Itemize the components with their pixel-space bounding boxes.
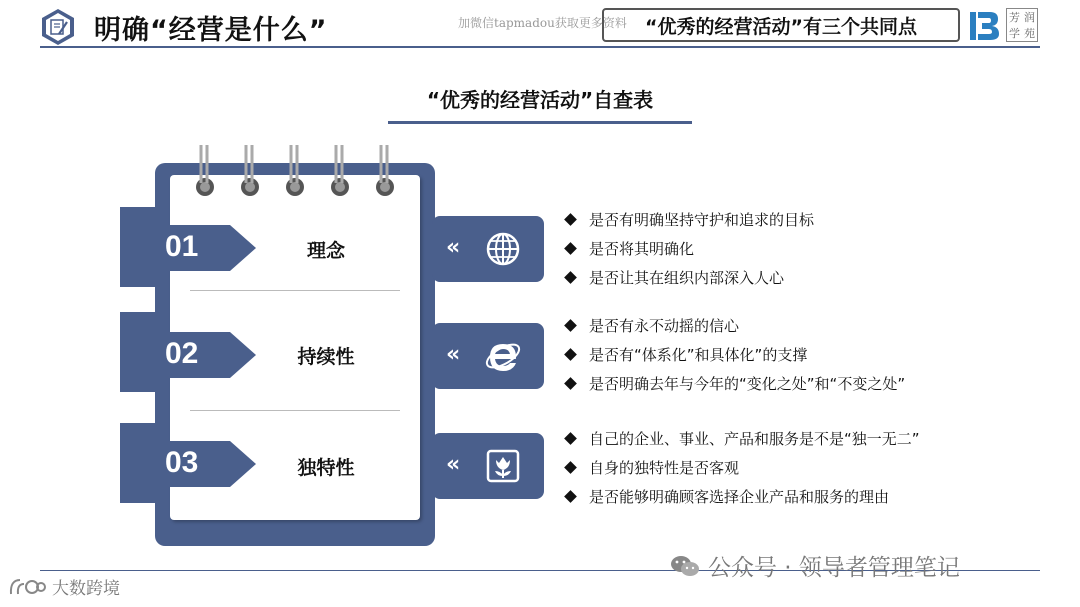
row-number: 01 xyxy=(165,230,199,263)
diamond-bullet-icon xyxy=(564,319,577,332)
seal-stamp xyxy=(1006,8,1038,42)
header-topic-box: “优秀的经营活动”有三个共同点 xyxy=(602,8,960,42)
section-title: “优秀的经营活动”自查表 xyxy=(426,88,654,112)
list-item-text: 自己的企业、事业、产品和服务是不是“独一无二” xyxy=(589,430,920,448)
flower-icon xyxy=(484,447,522,485)
section-title-underline xyxy=(388,121,692,124)
diamond-bullet-icon xyxy=(564,271,577,284)
brand-mark-icon xyxy=(8,576,46,598)
watermark-text: 加微信tapmadou获取更多资料 xyxy=(458,16,627,30)
list-item-text: 是否有“体系化”和具体化”的支撑 xyxy=(589,346,808,364)
list-item xyxy=(564,340,905,369)
list-item-text: 是否有明确坚持守护和追求的目标 xyxy=(589,211,815,229)
list-item-text: 是否能够明确顾客选择企业产品和服务的理由 xyxy=(589,488,890,506)
header-divider xyxy=(40,46,1040,48)
list-item xyxy=(564,453,920,482)
row-separator xyxy=(190,290,400,291)
ie-browser-icon xyxy=(484,337,522,375)
list-item xyxy=(564,234,814,263)
diamond-bullet-icon xyxy=(564,213,577,226)
bullet-list-01 xyxy=(564,205,814,292)
diamond-bullet-icon xyxy=(564,348,577,361)
list-item-text: 是否将其明确化 xyxy=(589,240,695,258)
list-item xyxy=(564,424,920,453)
binder-rings xyxy=(185,143,410,199)
brand-watermark xyxy=(8,574,120,599)
wechat-account-watermark xyxy=(670,549,960,582)
list-item xyxy=(564,311,905,340)
globe-icon xyxy=(484,230,522,268)
row-label: 持续性 xyxy=(297,346,355,368)
diamond-bullet-icon xyxy=(564,490,577,503)
brand-b-logo-icon xyxy=(968,10,1002,42)
double-chevron-left-icon: « xyxy=(446,235,461,260)
row-number: 03 xyxy=(165,446,199,479)
list-item xyxy=(564,482,920,511)
bullet-list-02 xyxy=(564,311,905,398)
list-item-text: 是否明确去年与今年的“变化之处”和“不变之处” xyxy=(589,375,906,393)
list-item-text: 是否有永不动摇的信心 xyxy=(589,317,740,335)
diamond-bullet-icon xyxy=(564,461,577,474)
pen-note-logo-icon xyxy=(40,8,76,46)
seal-char: 学 xyxy=(1009,26,1020,40)
bullet-list-03 xyxy=(564,424,920,511)
row-label: 理念 xyxy=(306,240,345,262)
seal-char: 苑 xyxy=(1024,26,1035,40)
diamond-bullet-icon xyxy=(564,377,577,390)
double-chevron-left-icon: « xyxy=(446,452,461,477)
wechat-account-name: 公众号 · 领导者管理笔记 xyxy=(708,555,960,581)
list-item xyxy=(564,205,814,234)
row-number: 02 xyxy=(165,337,199,370)
seal-char: 润 xyxy=(1024,11,1035,24)
diamond-bullet-icon xyxy=(564,432,577,445)
page-title: 明确“经营是什么” xyxy=(94,15,328,46)
list-item xyxy=(564,263,814,292)
list-item xyxy=(564,369,905,398)
double-chevron-left-icon: « xyxy=(446,342,461,367)
wechat-icon xyxy=(670,554,700,578)
seal-char: 芳 xyxy=(1009,11,1020,24)
row-separator xyxy=(190,410,400,411)
list-item-text: 是否让其在组织内部深入人心 xyxy=(589,269,785,287)
diamond-bullet-icon xyxy=(564,242,577,255)
row-label: 独特性 xyxy=(297,457,355,479)
list-item-text: 自身的独特性是否客观 xyxy=(589,459,740,477)
brand-name: 大数跨境 xyxy=(52,579,120,599)
